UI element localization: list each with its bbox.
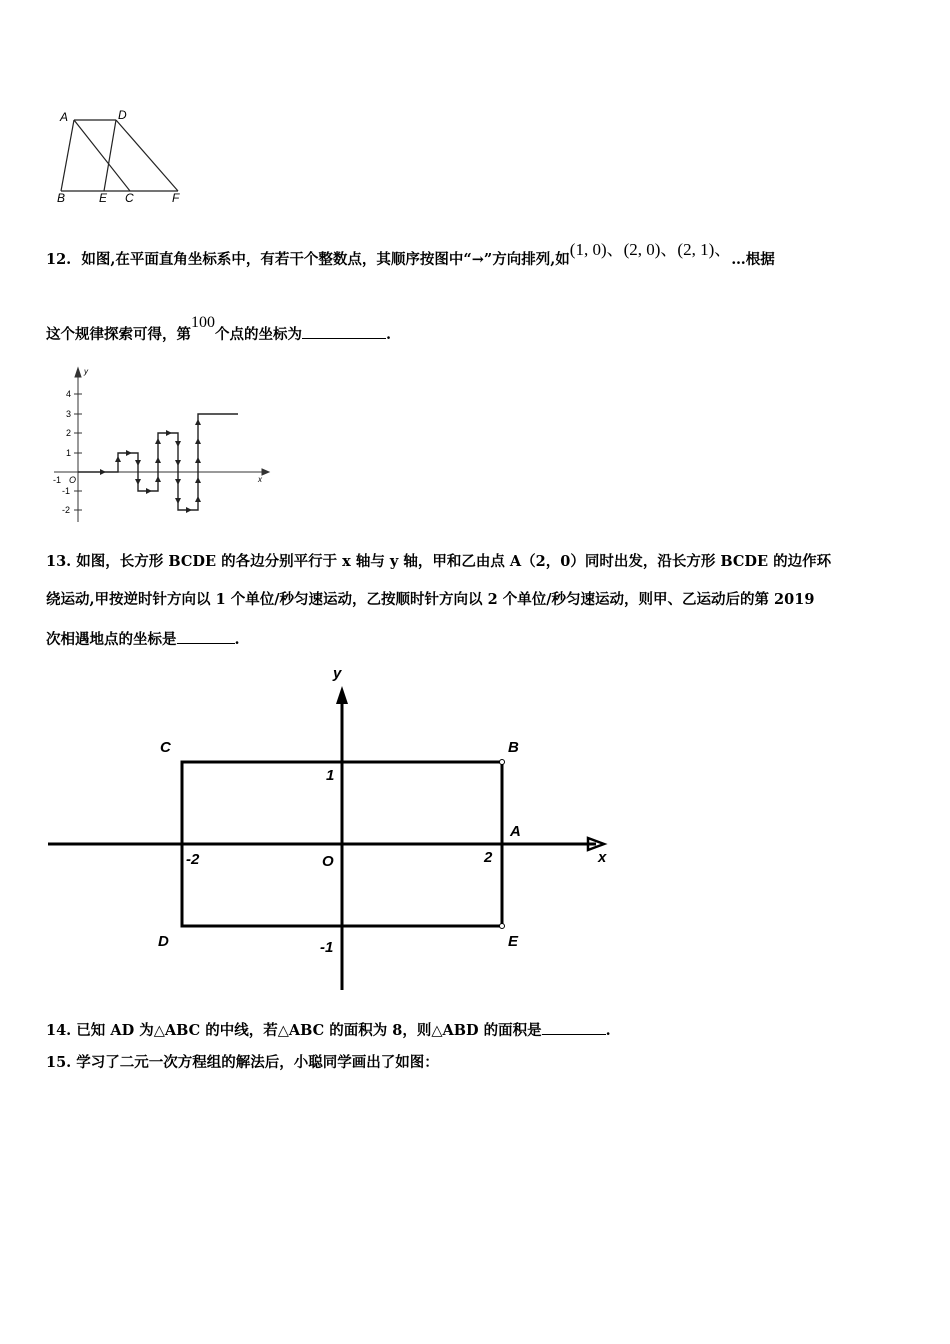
q14-end: .: [605, 1022, 611, 1039]
trapezoid-figure: [48, 105, 188, 210]
lattice-x-axis-label: x: [258, 475, 262, 484]
lattice-neg1-x: -1: [53, 475, 62, 485]
q12-line2-tail: .: [386, 326, 392, 343]
rect-label-B: B: [508, 739, 519, 756]
lattice-ytick-3: 3: [66, 409, 72, 419]
label-E: E: [99, 191, 108, 205]
label-C: C: [125, 191, 134, 205]
q13-number: 13.: [46, 553, 72, 570]
q13-line2-text: 绕运动,甲按逆时针方向以 1 个单位/秒匀速运动，乙按顺时针方向以 2 个单位/秒匀速运动，则甲、乙运动后的第 2019: [46, 591, 815, 608]
rect-label-C: C: [160, 739, 171, 756]
q12-line1: [46, 240, 775, 268]
q13-line3-end: .: [234, 631, 240, 648]
q14-answer-blank[interactable]: [542, 1022, 606, 1035]
lattice-ytick-1: 1: [66, 448, 72, 458]
q12-coords: (1, 0)、(2, 0)、(2, 1)、: [569, 240, 732, 259]
q12-text: 如图,在平面直角坐标系中，有若干个整数点，其顺序按图中“→”方向排列,如: [81, 251, 570, 268]
q15-number: 15.: [46, 1054, 72, 1071]
y-axis-arrow-icon: [336, 686, 348, 704]
lattice-ytick-neg1: -1: [62, 486, 71, 496]
q12-sup-number: 100: [191, 314, 215, 331]
q14-number: 14.: [46, 1022, 72, 1039]
q14-line: [46, 1022, 611, 1039]
q13-line1: [46, 555, 831, 570]
q13-line1-text: 如图，长方形 BCDE 的各边分别平行于 x 轴与 y 轴，甲和乙由点 A（2，0）同时出发，沿长方形 BCDE 的边作环: [76, 553, 832, 570]
q12-number: 12.: [46, 251, 72, 268]
q12-line2: [46, 314, 392, 343]
rect-tick-2: 2: [484, 849, 493, 866]
q15-text: 学习了二元一次方程组的解法后，小聪同学画出了如图：: [76, 1054, 439, 1071]
rect-label-E: E: [508, 933, 519, 950]
rect-tick-1: 1: [326, 767, 335, 784]
q13-line2: [46, 593, 814, 608]
q13-line3-start: 次相遇地点的坐标是: [46, 631, 177, 648]
rect-tick-neg2: -2: [186, 851, 200, 868]
q12-line2-start: 这个规律探索可得，第: [46, 326, 191, 343]
lattice-y-axis-label: y: [84, 367, 88, 376]
q12-line2-end: 个点的坐标为: [215, 326, 302, 343]
rectangle-figure: [40, 660, 630, 1000]
lattice-figure: [44, 362, 274, 532]
label-D: D: [118, 108, 127, 122]
rect-axis-x: x: [598, 849, 607, 866]
q12-line1-end: …根据: [731, 251, 775, 268]
label-A: A: [60, 110, 69, 124]
rect-label-O: O: [322, 853, 334, 870]
q12-answer-blank[interactable]: [302, 326, 386, 339]
rect-tick-neg1: -1: [320, 939, 334, 956]
q13-answer-blank[interactable]: [177, 631, 235, 644]
label-F: F: [172, 191, 180, 205]
lattice-ytick-2: 2: [66, 428, 72, 438]
q14-text: 已知 AD 为△ABC 的中线，若△ABC 的面积为 8，则△ABD 的面积是: [76, 1022, 542, 1039]
lattice-origin: O: [69, 475, 77, 485]
rect-label-D: D: [158, 933, 169, 950]
q13-line3: [46, 631, 240, 648]
q15-line: [46, 1056, 439, 1071]
lattice-ytick-4: 4: [66, 389, 72, 399]
lattice-ytick-neg2: -2: [62, 505, 71, 515]
label-B: B: [57, 191, 66, 205]
rect-axis-y: y: [333, 665, 342, 682]
rect-label-A: A: [510, 823, 521, 840]
